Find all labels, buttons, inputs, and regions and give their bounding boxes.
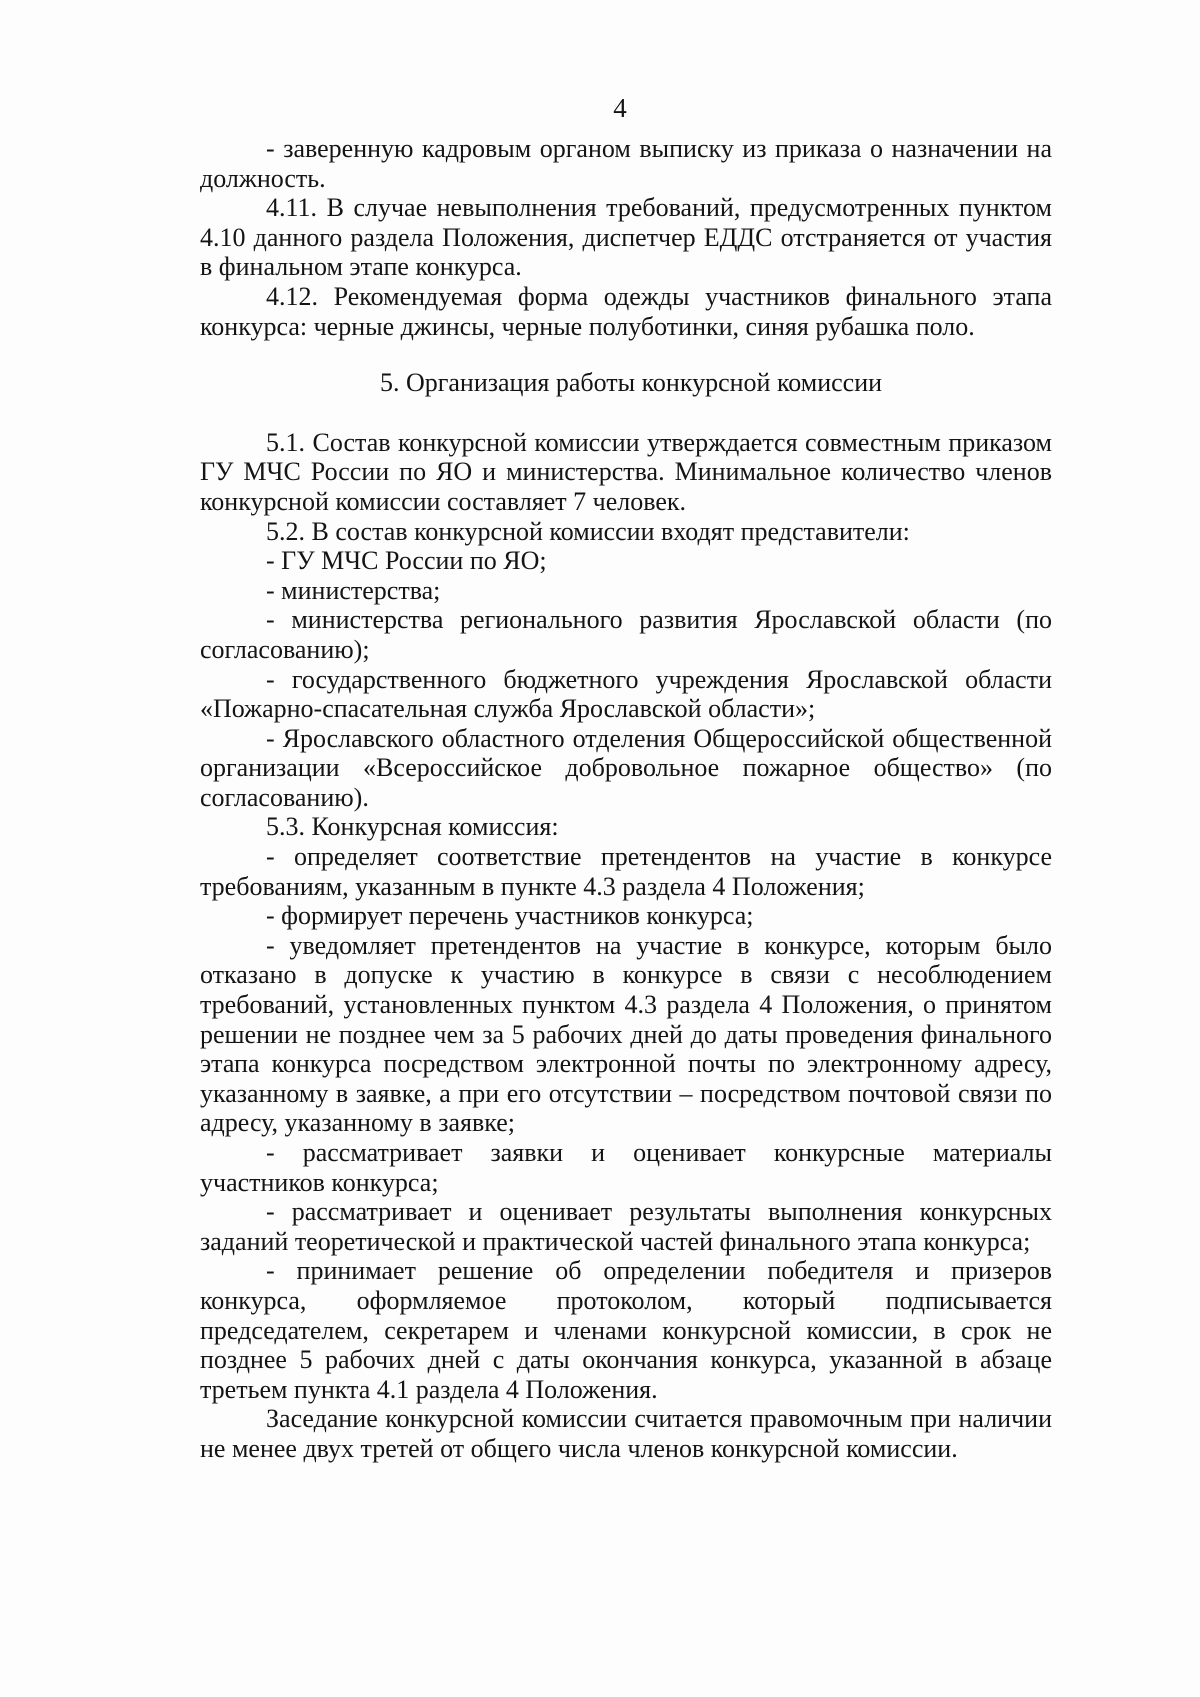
duty-evaluate-results: - рассматривает и оценивает результаты выполнения конкурсных заданий теоретической и практической частей финального этапа конкурса; [200, 1197, 1052, 1256]
document-body [200, 134, 1052, 1464]
duty-determine-compliance: - определяет соответствие претендентов на участие в конкурсе требованиям, указанным в пункте 4.3 раздела 4 Положения; [200, 842, 1052, 901]
duty-form-list: - формирует перечень участников конкурса; [266, 901, 754, 931]
list-item-gu-mchs: - ГУ МЧС России по ЯО; [266, 546, 547, 576]
list-item-regional-ministry: - министерства регионального развития Ярославской области (по согласованию); [200, 605, 1052, 664]
item-excerpt: - заверенную кадровым органом выписку из приказа о назначении на должность. [200, 134, 1052, 193]
section-heading: 5. Организация работы конкурсной комиссии [379, 368, 883, 398]
list-item-volunteer-society: - Ярославского областного отделения Общероссийской общественной организации «Всероссийское добровольное пожарное общество» (по согласованию). [200, 723, 1052, 812]
clause-5-2: 5.2. В состав конкурсной комиссии входят представители: [266, 516, 910, 546]
duty-notify-rejected: - уведомляет претендентов на участие в конкурсе, которым было отказано в допуске к участию в конкурсе в связи с несоблюдением требований, установленных пунктом 4.3 раздела 4 Положения, о принятом решении не позднее чем за 5 рабочих дней до даты проведения финального этапа конкурса посредством электронной почты по электронному адресу, указанному в заявке, а при его отсутствии – посредством почтовой связи по адресу, указанному в заявке; [200, 930, 1052, 1138]
clause-5-1: 5.1. Состав конкурсной комиссии утверждается совместным приказом ГУ МЧС России по ЯО и министерства. Минимальное количество членов конкурсной комиссии составляет 7 человек. [200, 427, 1052, 516]
clause-4-11: 4.11. В случае невыполнения требований, предусмотренных пунктом 4.10 данного раздела Положения, диспетчер ЕДДС отстраняется от участия в финальном этапе конкурса. [200, 193, 1052, 282]
list-item-ministry: - министерства; [266, 575, 441, 605]
duty-review-applications: - рассматривает заявки и оценивает конкурсные материалы участников конкурса; [200, 1138, 1052, 1197]
list-item-fire-service: - государственного бюджетного учреждения Ярославской области «Пожарно-спасательная служба Ярославской области»; [200, 664, 1052, 724]
quorum-rule: Заседание конкурсной комиссии считается правомочным при наличии не менее двух третей от общего числа членов конкурсной комиссии. [200, 1404, 1052, 1463]
clause-4-12: 4.12. Рекомендуемая форма одежды участников финального этапа конкурса: черные джинсы, черные полуботинки, синяя рубашка поло. [200, 281, 1052, 341]
clause-5-3: 5.3. Конкурсная комиссия: [266, 812, 559, 842]
duty-decide-winners: - принимает решение об определении победителя и призеров конкурса, оформляемое протоколом, который подписывается председателем, секретарем и членами конкурсной комиссии, в срок не позднее 5 рабочих дней с даты окончания конкурса, указанной в абзаце третьем пункта 4.1 раздела 4 Положения. [200, 1256, 1052, 1404]
page-number: 4 [613, 93, 627, 123]
